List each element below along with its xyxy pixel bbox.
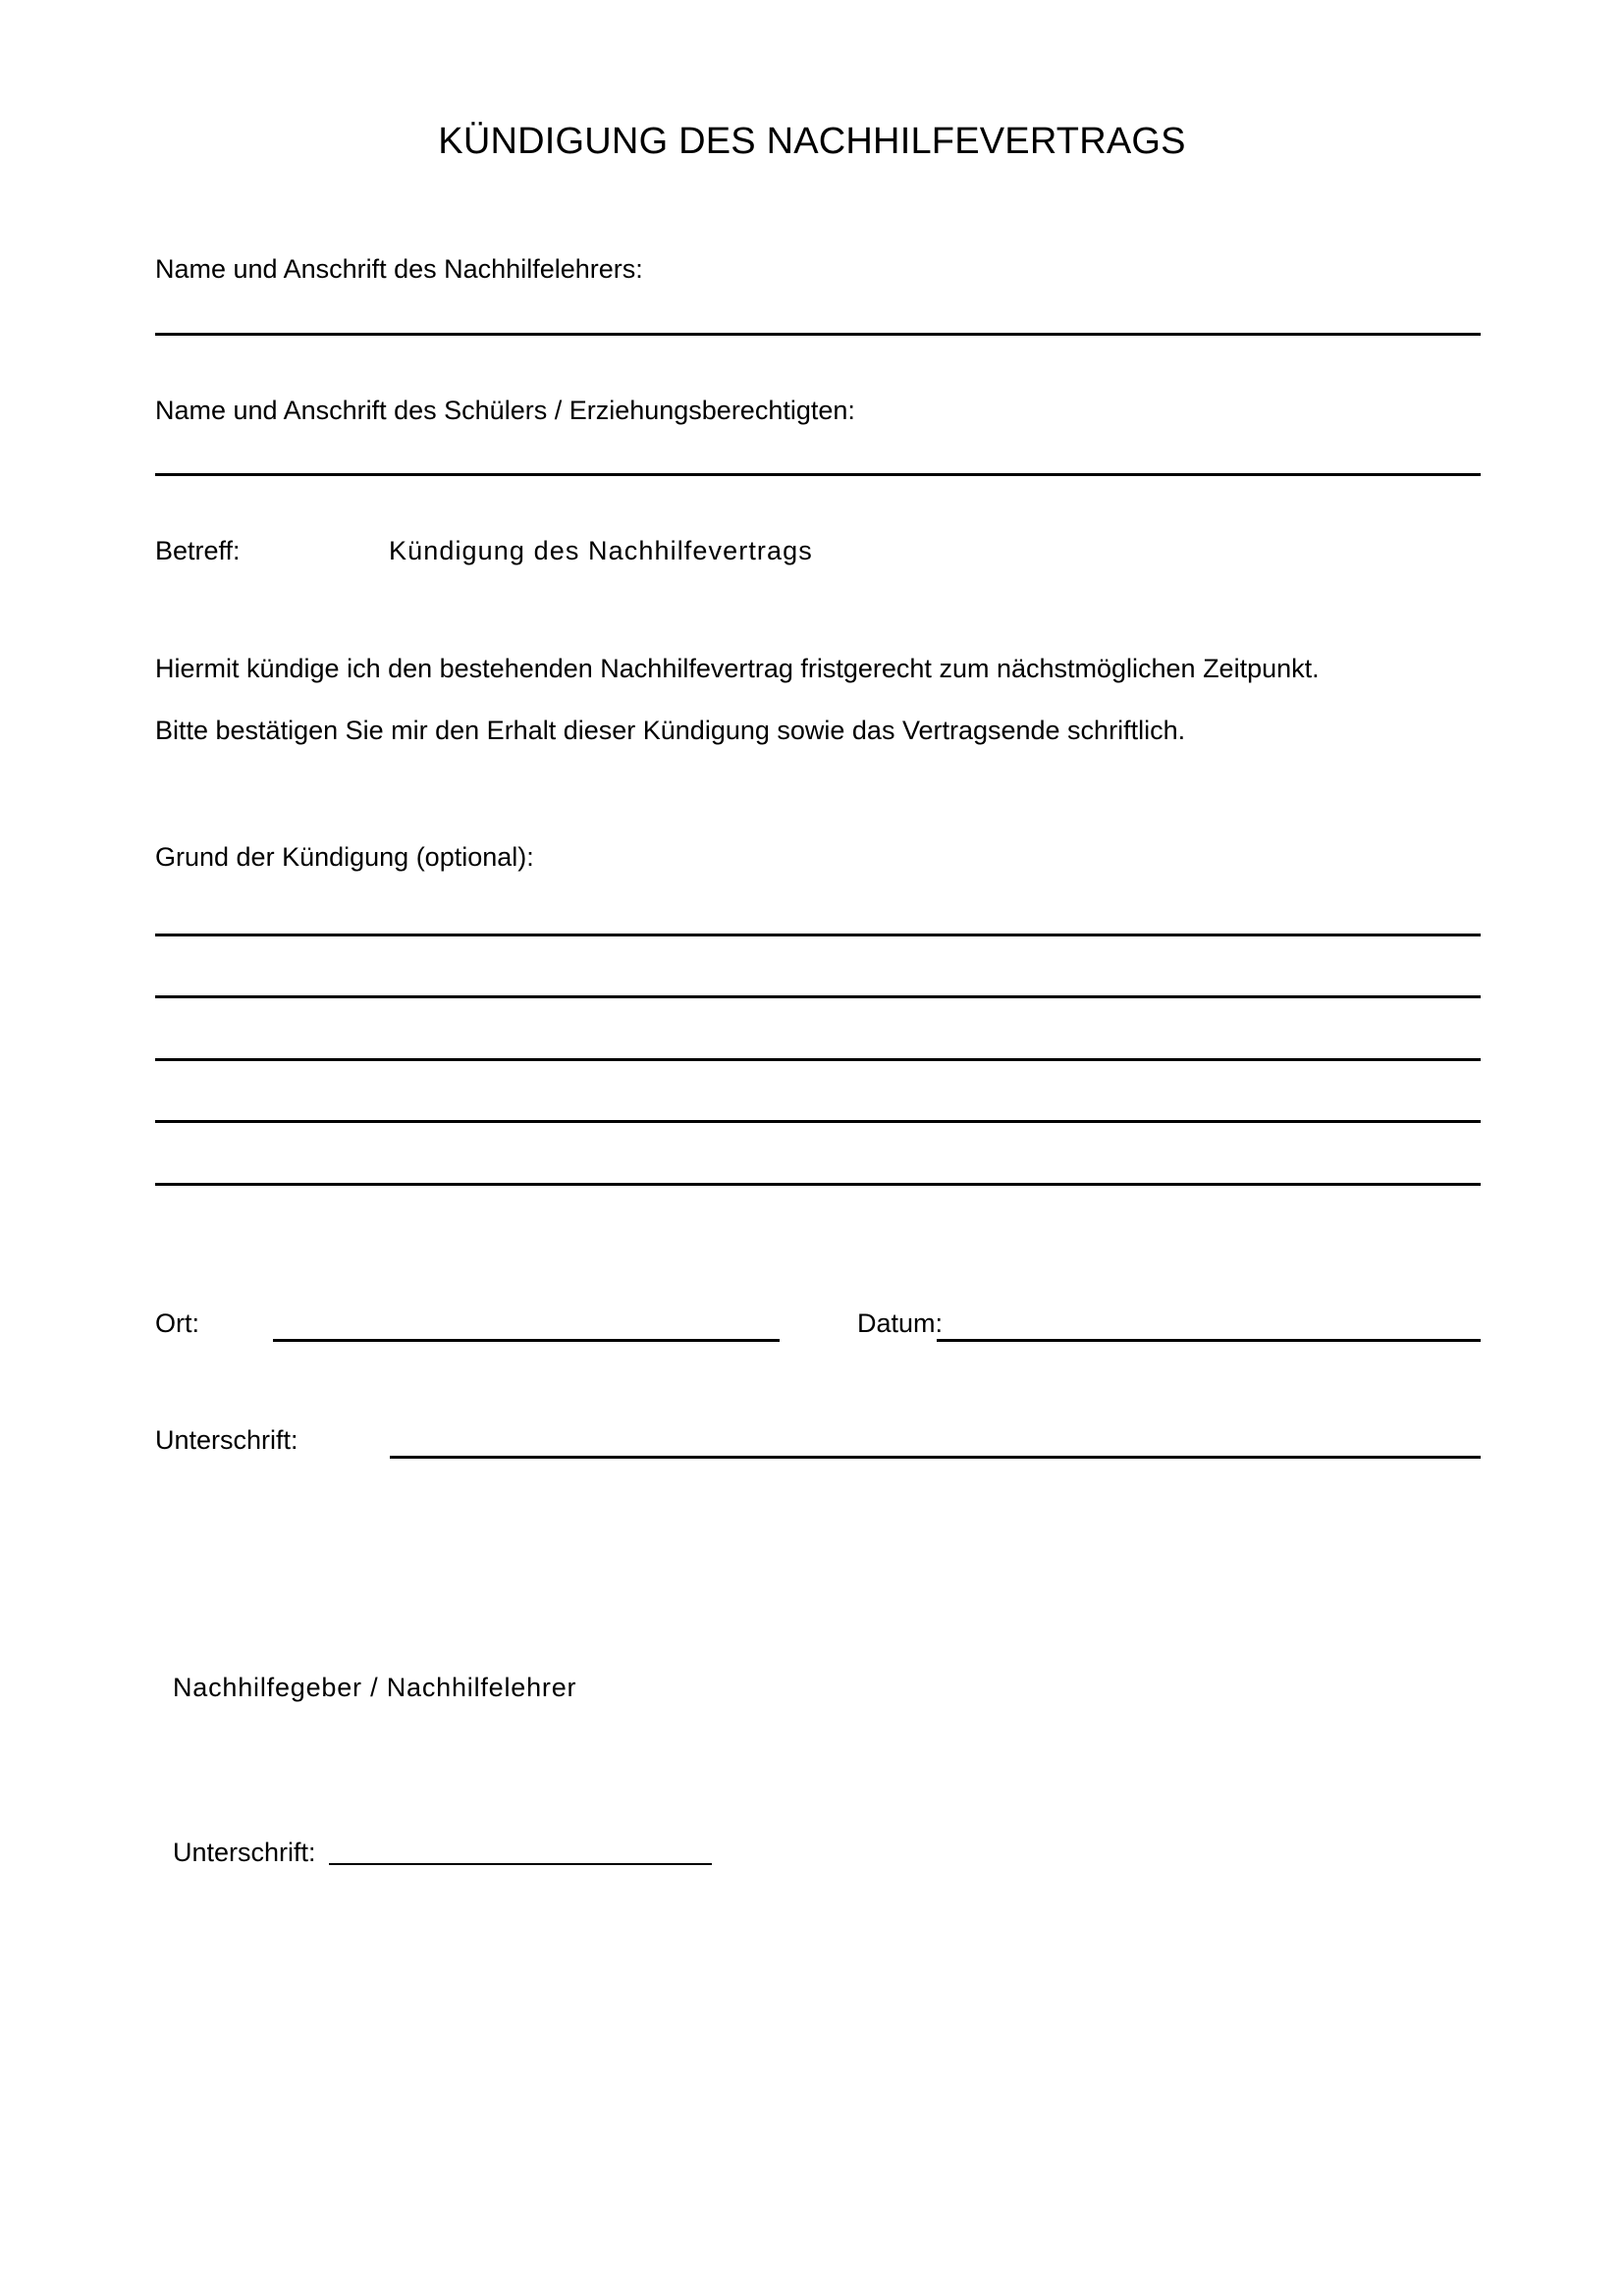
subject-value: Kündigung des Nachhilfevertrags — [389, 536, 813, 565]
body-paragraph-2: Bitte bestätigen Sie mir den Erhalt dieser Kündigung sowie das Vertragsende schriftlich. — [155, 716, 1186, 745]
subject-label: Betreff: — [155, 536, 241, 565]
reason-line-4[interactable] — [155, 1120, 1481, 1123]
teacher-name-address-line[interactable] — [155, 333, 1481, 336]
student-name-address-label: Name und Anschrift des Schülers / Erziehungsberechtigten: — [155, 396, 855, 425]
tutor-signature-label: Unterschrift: — [173, 1838, 316, 1867]
tutor-heading: Nachhilfegeber / Nachhilfelehrer — [173, 1673, 577, 1702]
date-line[interactable] — [937, 1339, 1481, 1342]
signature-label: Unterschrift: — [155, 1425, 298, 1455]
teacher-name-address-label: Name und Anschrift des Nachhilfelehrers: — [155, 254, 643, 284]
tutor-signature-line[interactable] — [329, 1863, 712, 1865]
body-paragraph-1: Hiermit kündige ich den bestehenden Nachhilfevertrag fristgerecht zum nächstmöglichen Zeitpunkt. — [155, 654, 1320, 683]
reason-line-3[interactable] — [155, 1058, 1481, 1061]
reason-line-5[interactable] — [155, 1183, 1481, 1186]
student-name-address-line[interactable] — [155, 473, 1481, 476]
document-title: KÜNDIGUNG DES NACHHILFEVERTRAGS — [438, 121, 1186, 162]
place-label: Ort: — [155, 1308, 199, 1338]
reason-line-2[interactable] — [155, 995, 1481, 998]
place-line[interactable] — [273, 1339, 780, 1342]
reason-label: Grund der Kündigung (optional): — [155, 842, 534, 872]
reason-line-1[interactable] — [155, 934, 1481, 936]
signature-line[interactable] — [390, 1456, 1481, 1459]
date-label: Datum: — [857, 1308, 944, 1338]
